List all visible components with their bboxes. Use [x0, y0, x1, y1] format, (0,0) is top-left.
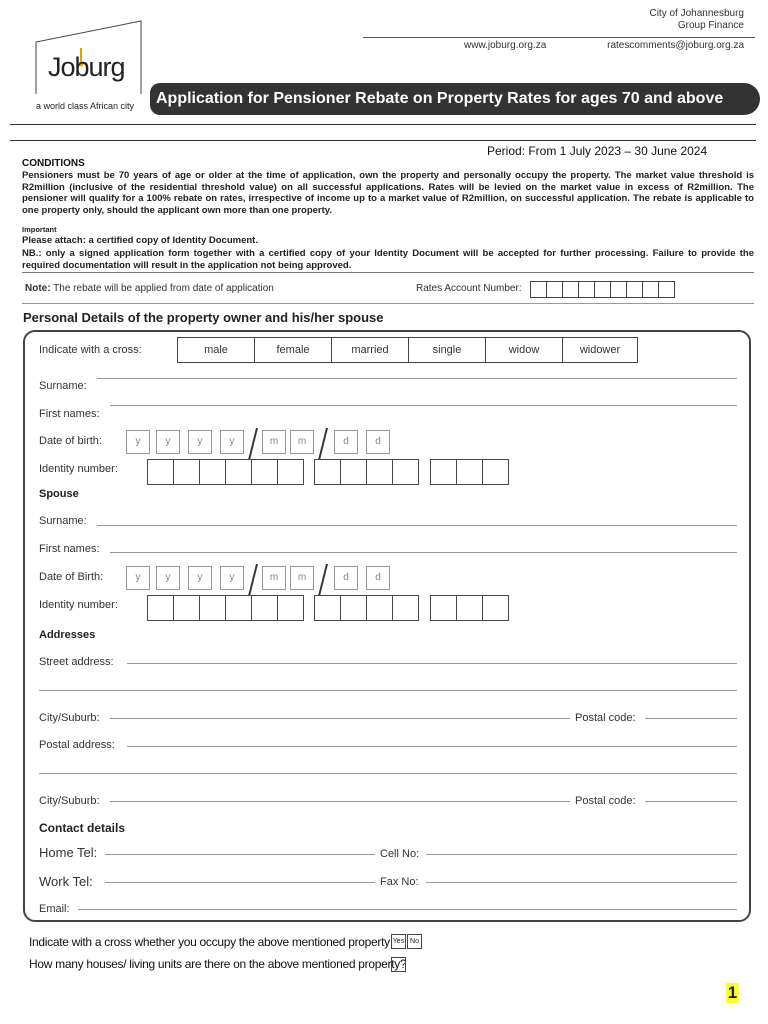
city-suburb-field[interactable] — [110, 718, 570, 719]
id-digit[interactable] — [340, 459, 367, 485]
id-digit[interactable] — [456, 595, 483, 621]
postal-address-label: Postal address: — [39, 739, 115, 751]
id-digit[interactable] — [392, 459, 419, 485]
postal-postal-code-field[interactable] — [645, 801, 737, 802]
header-rule — [363, 37, 755, 38]
website-link[interactable]: www.joburg.org.za — [464, 40, 547, 51]
occupy-yes-label: Yes — [392, 938, 405, 945]
work-tel-field[interactable] — [105, 882, 375, 883]
id-digit[interactable] — [199, 595, 226, 621]
option-single[interactable]: single — [408, 337, 486, 363]
date-separator — [248, 564, 258, 596]
occupy-question: Indicate with a cross whether you occupy the above mentioned property: — [29, 935, 393, 949]
date-separator — [318, 428, 328, 460]
note-text: The rebate will be applied from date of application — [53, 283, 274, 294]
cell-no-field[interactable] — [426, 854, 737, 855]
home-tel-label: Home Tel: — [39, 845, 98, 860]
postal-city-suburb-field[interactable] — [110, 801, 570, 802]
id-digit[interactable] — [482, 595, 509, 621]
dob-day-digit[interactable]: d — [366, 566, 390, 590]
dob-month-digit[interactable]: m — [290, 566, 314, 590]
id-digit[interactable] — [430, 595, 457, 621]
units-count-box[interactable] — [391, 957, 406, 972]
logo-wordmark: Joburg — [48, 52, 125, 82]
date-separator — [248, 428, 258, 460]
acct-digit[interactable] — [594, 281, 611, 298]
id-digit[interactable] — [225, 595, 252, 621]
id-digit[interactable] — [430, 459, 457, 485]
acct-digit[interactable] — [626, 281, 643, 298]
spouse-first-names-field[interactable] — [110, 552, 737, 553]
id-digit[interactable] — [456, 459, 483, 485]
id-digit[interactable] — [277, 595, 304, 621]
dob-year-digit[interactable]: y — [220, 430, 244, 454]
id-digit[interactable] — [366, 595, 393, 621]
street-address-field-line2[interactable] — [39, 690, 737, 691]
period-text: Period: From 1 July 2023 – 30 June 2024 — [487, 144, 708, 158]
id-digit[interactable] — [277, 459, 304, 485]
acct-digit[interactable] — [610, 281, 627, 298]
date-separator — [318, 564, 328, 596]
acct-digit[interactable] — [562, 281, 579, 298]
spouse-dob-input[interactable] — [126, 566, 396, 596]
acct-digit[interactable] — [546, 281, 563, 298]
occupy-no-box[interactable] — [407, 934, 422, 949]
fax-no-field[interactable] — [426, 882, 737, 883]
id-digit[interactable] — [366, 459, 393, 485]
home-tel-field[interactable] — [105, 854, 375, 855]
spouse-surname-field[interactable] — [97, 525, 737, 526]
postal-city-suburb-label: City/Suburb: — [39, 795, 100, 807]
id-digit[interactable] — [482, 459, 509, 485]
email-label: Email: — [39, 903, 70, 915]
spouse-heading: Spouse — [39, 488, 79, 500]
dob-day-digit[interactable]: d — [334, 566, 358, 590]
indicate-cross-label: Indicate with a cross: — [39, 344, 142, 356]
work-tel-label: Work Tel: — [39, 874, 93, 889]
org-department: Group Finance — [677, 20, 744, 31]
first-names-label: First names: — [39, 408, 100, 420]
note-label: Note: — [25, 283, 51, 294]
id-digit[interactable] — [251, 459, 278, 485]
spouse-dob-label: Date of Birth: — [39, 571, 104, 583]
acct-digit[interactable] — [642, 281, 659, 298]
joburg-logo — [35, 20, 145, 95]
id-digit[interactable] — [251, 595, 278, 621]
email-link[interactable]: ratescomments@joburg.org.za — [607, 40, 744, 51]
rates-account-input[interactable] — [530, 281, 675, 298]
dob-year-digit[interactable]: y — [220, 566, 244, 590]
personal-details-box — [23, 330, 751, 922]
dob-year-digit[interactable]: y — [156, 430, 180, 454]
surname-field[interactable] — [97, 378, 737, 379]
attach-instruction: Please attach: a certified copy of Identity Document. — [22, 235, 258, 246]
conditions-body: Pensioners must be 70 years of age or older at the time of application, own the property and personally occupy the property. The market value threshold is R2million (inclusive of the residential threshold value) on all successful applications. Rates will be levied on the market value in excess of R2million. The pensioner will qualify for a 100% rebate on rates, irrespective of income up to a market value of R2million, on successful application. The rebate is applicable to one property only, should the applicant own more than one property. — [22, 170, 754, 216]
city-suburb-label: City/Suburb: — [39, 712, 100, 724]
dob-year-digit[interactable]: y — [156, 566, 180, 590]
cell-no-label: Cell No: — [380, 848, 420, 860]
dob-month-digit[interactable]: m — [262, 430, 286, 454]
postal-code-field[interactable] — [645, 718, 737, 719]
id-number-label: Identity number: — [39, 463, 118, 475]
page-number: 1 — [727, 983, 738, 1002]
occupy-no-label: No — [410, 938, 419, 945]
email-field[interactable] — [78, 909, 737, 910]
id-digit[interactable] — [147, 595, 174, 621]
id-digit[interactable] — [392, 595, 419, 621]
surname-label: Surname: — [39, 380, 87, 392]
postal-postal-code-label: Postal code: — [575, 795, 636, 807]
dob-day-digit[interactable]: d — [334, 430, 358, 454]
id-digit[interactable] — [314, 595, 341, 621]
street-address-label: Street address: — [39, 656, 114, 668]
title-rule-1 — [10, 124, 756, 125]
spouse-id-number-input[interactable] — [147, 595, 509, 621]
org-name: City of Johannesburg — [649, 8, 744, 19]
dob-month-digit[interactable]: m — [262, 566, 286, 590]
option-female[interactable]: female — [254, 337, 332, 363]
addresses-heading: Addresses — [39, 629, 96, 641]
acct-digit[interactable] — [578, 281, 595, 298]
id-digit[interactable] — [314, 459, 341, 485]
acct-digit[interactable] — [658, 281, 675, 298]
street-address-field[interactable] — [127, 663, 737, 664]
id-digit[interactable] — [340, 595, 367, 621]
id-digit[interactable] — [173, 595, 200, 621]
dob-year-digit[interactable]: y — [188, 566, 212, 590]
spouse-id-number-label: Identity number: — [39, 599, 118, 611]
postal-code-label: Postal code: — [575, 712, 636, 724]
nb-instruction: NB.: only a signed application form together with a certified copy of your Identity Document will be accepted for further processing. Failure to provide the required documentation will result in the application not being approved. — [22, 248, 754, 271]
dob-month-digit[interactable]: m — [290, 430, 314, 454]
id-digit[interactable] — [173, 459, 200, 485]
dob-input[interactable] — [126, 430, 396, 460]
id-number-input[interactable] — [147, 459, 509, 485]
personal-heading: Personal Details of the property owner and his/her spouse — [23, 310, 384, 325]
title-rule-2 — [10, 140, 756, 141]
spouse-first-names-label: First names: — [39, 543, 100, 555]
dob-day-digit[interactable]: d — [366, 430, 390, 454]
acct-digit[interactable] — [530, 281, 547, 298]
conditions-heading: CONDITIONS — [22, 158, 85, 169]
id-digit[interactable] — [199, 459, 226, 485]
note-rule — [22, 303, 754, 304]
option-married[interactable]: married — [331, 337, 409, 363]
first-names-field[interactable] — [110, 405, 737, 406]
option-widower[interactable]: widower — [562, 337, 638, 363]
spouse-surname-label: Surname: — [39, 515, 87, 527]
option-widow[interactable]: widow — [485, 337, 563, 363]
contact-heading: Contact details — [39, 821, 126, 835]
id-digit[interactable] — [147, 459, 174, 485]
occupy-yes-box[interactable] — [391, 934, 406, 949]
option-male[interactable]: male — [177, 337, 255, 363]
dob-year-digit[interactable]: y — [188, 430, 212, 454]
dob-year-digit[interactable]: y — [126, 430, 150, 454]
status-options — [177, 337, 638, 363]
note-row — [25, 283, 274, 294]
important-label: Important — [22, 225, 57, 234]
form-title: Application for Pensioner Rebate on Property Rates for ages 70 and above — [156, 90, 724, 107]
dob-label: Date of birth: — [39, 435, 102, 447]
conditions-rule — [22, 272, 754, 273]
rates-account-label: Rates Account Number: — [416, 283, 522, 294]
postal-address-field-line2[interactable] — [39, 773, 737, 774]
postal-address-field[interactable] — [127, 746, 737, 747]
dob-year-digit[interactable]: y — [126, 566, 150, 590]
id-digit[interactable] — [225, 459, 252, 485]
logo-tagline: a world class African city — [36, 101, 135, 111]
units-question: How many houses/ living units are there on the above mentioned property? — [29, 957, 407, 971]
fax-no-label: Fax No: — [380, 876, 419, 888]
title-bar — [150, 83, 760, 115]
